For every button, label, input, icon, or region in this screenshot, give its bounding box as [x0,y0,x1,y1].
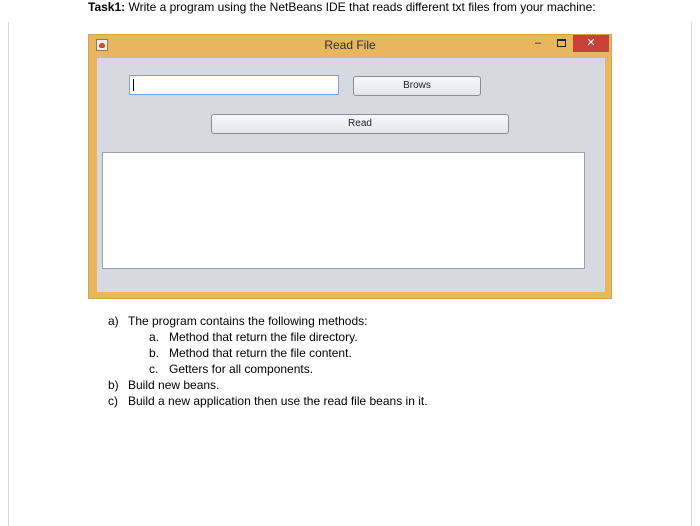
file-content-area[interactable] [102,152,585,269]
list-item: Method that return the file directory. [169,330,358,344]
list-marker: a. [149,330,160,344]
list-item: Getters for all components. [169,362,314,376]
title-bar[interactable] [89,35,611,57]
maximize-icon [557,39,566,47]
list-item: Build new beans. [128,378,220,392]
window-title: Read File [324,38,376,52]
text-caret [133,79,134,91]
brows-button[interactable]: Brows [353,76,481,96]
list-item: Build a new application then use the read file beans in it. [128,394,428,408]
maximize-button[interactable] [549,35,573,52]
list-marker: b. [149,346,160,360]
read-button[interactable]: Read [211,114,509,134]
read-file-window [88,34,612,299]
list-marker: c. [149,362,159,376]
list-marker: a) [108,314,119,328]
file-path-input[interactable] [129,75,339,95]
minimize-button[interactable]: – [534,37,542,49]
list-marker: c) [108,394,118,408]
task-statement [88,0,596,14]
task-label: Task1: [88,0,126,14]
list-item: The program contains the following methods: [128,314,368,328]
window-content [97,58,605,292]
close-button[interactable]: ✕ [573,35,609,52]
list-item: Method that return the file content. [169,346,352,360]
list-marker: b) [108,378,119,392]
task-text: Write a program using the NetBeans IDE that reads different txt files from your machine: [125,0,596,14]
